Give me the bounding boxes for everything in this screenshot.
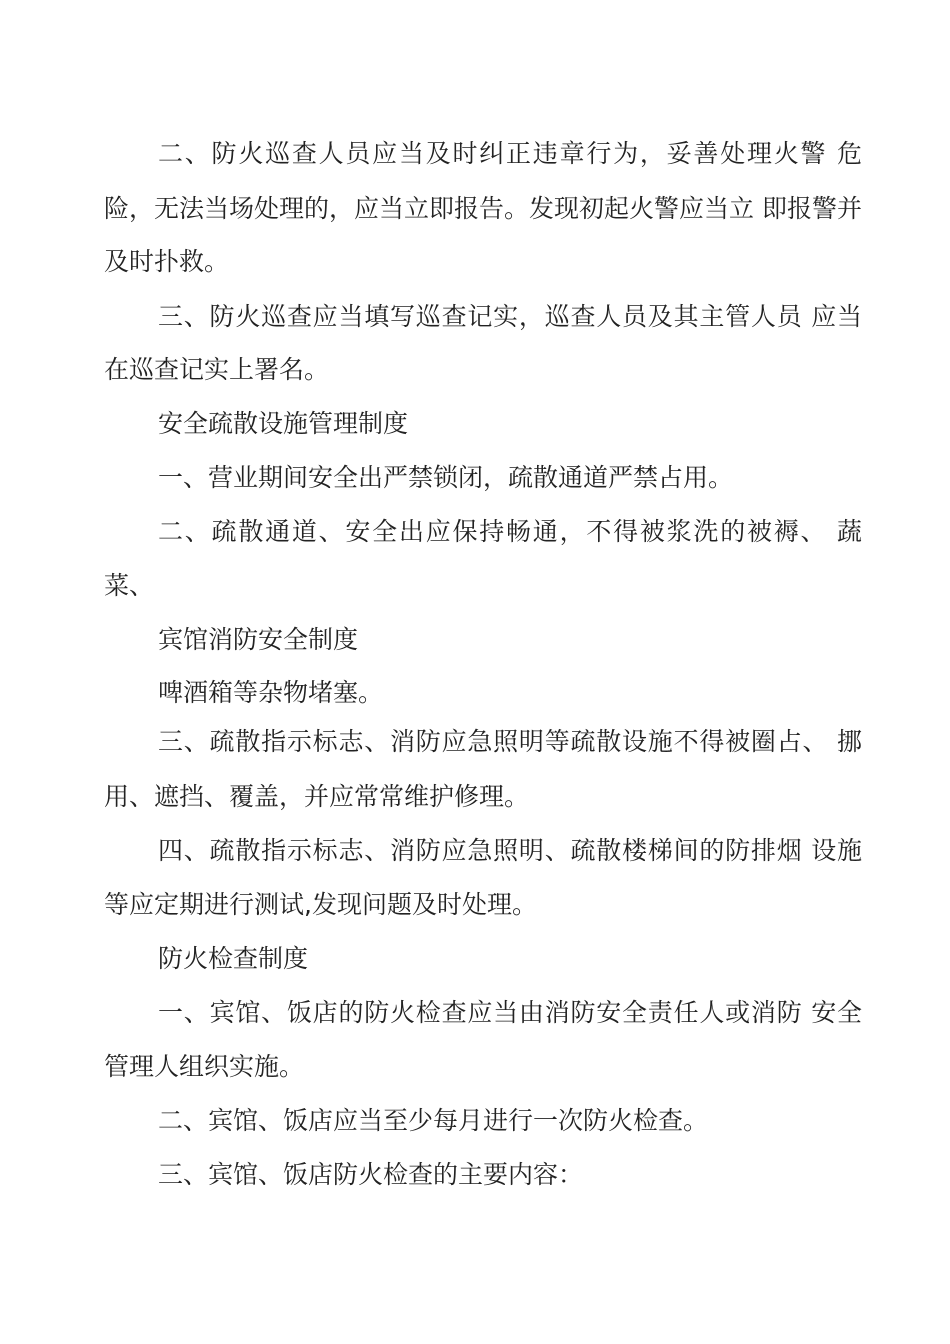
paragraph-line: 四、疏散指示标志、消防应急照明、疏散楼梯间的防排烟 设施: [158, 836, 862, 865]
paragraph-line: 等应定期进行测试,发现问题及时处理。: [104, 890, 537, 919]
section-heading: 宾馆消防安全制度: [158, 625, 359, 654]
paragraph-line: 二、防火巡查人员应当及时纠正违章行为，妥善处理火警 危: [158, 139, 862, 168]
section-heading: 安全疏散设施管理制度: [158, 409, 409, 438]
paragraph-line: 二、宾馆、饭店应当至少每月进行一次防火检查。: [158, 1106, 709, 1135]
paragraph-line: 三、疏散指示标志、消防应急照明等疏散设施不得被圈占、 挪: [158, 727, 862, 756]
paragraph-line: 一、宾馆、饭店的防火检查应当由消防安全责任人或消防 安全: [158, 998, 862, 1027]
paragraph-line: 啤酒箱等杂物堵塞。: [158, 678, 384, 707]
paragraph-line: 三、防火巡查应当填写巡查记实，巡查人员及其主管人员 应当: [158, 302, 862, 331]
paragraph-line: 险，无法当场处理的，应当立即报告。发现初起火警应当立 即报警并: [104, 194, 862, 223]
paragraph-line: 一、营业期间安全出严禁锁闭，疏散通道严禁占用。: [158, 463, 734, 492]
paragraph-line: 及时扑救。: [104, 247, 230, 276]
paragraph-line: 菜、: [104, 571, 155, 600]
paragraph-line: 三、宾馆、饭店防火检查的主要内容：: [158, 1160, 584, 1189]
section-heading: 防火检查制度: [158, 944, 309, 973]
paragraph-line: 用、遮挡、覆盖，并应常常维护修理。: [104, 782, 530, 811]
paragraph-line: 二、疏散通道、安全出应保持畅通，不得被浆洗的被褥、 蔬: [158, 517, 862, 546]
paragraph-line: 管理人组织实施。: [104, 1052, 305, 1081]
paragraph-line: 在巡查记实上署名。: [104, 355, 330, 384]
